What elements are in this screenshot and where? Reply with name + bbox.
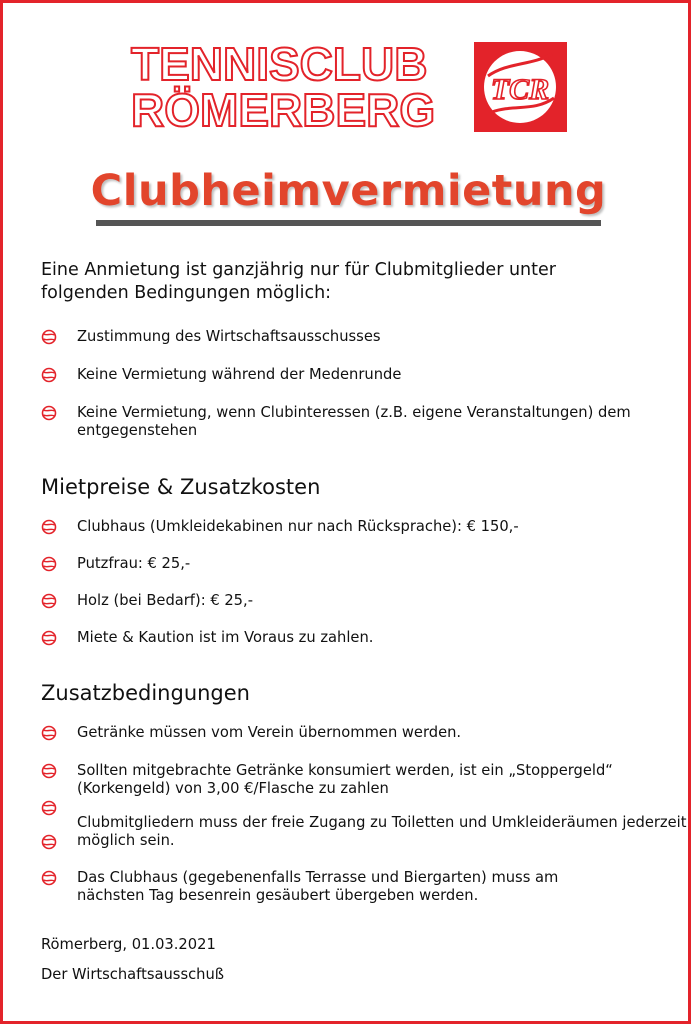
condition-text: Keine Vermietung während der Medenrunde: [77, 366, 402, 383]
signature: Der Wirtschaftsausschuß: [41, 966, 225, 983]
logo-letters: TCR: [490, 73, 550, 106]
club-name-line-2: RÖMERBERG: [131, 84, 436, 136]
tennis-ball-icon: [41, 870, 57, 886]
list-item: [41, 869, 597, 905]
club-logo-icon: [474, 42, 567, 132]
extra-condition-text: Das Clubhaus (gegebenenfalls Terrasse und Biergarten) muss am nächsten Tag besenrein gesäubert übergeben werden.: [77, 869, 559, 904]
club-header: [131, 38, 567, 136]
tennis-ball-icon: [41, 329, 57, 345]
intro-text: Eine Anmietung ist ganzjährig nur für Clubmitglieder unter folgenden Bedingungen möglich:: [41, 260, 556, 303]
prices-list: [41, 518, 681, 647]
list-item: [41, 404, 677, 440]
price-text: Holz (bei Bedarf): € 25,-: [77, 592, 253, 609]
title-divider: [96, 220, 601, 226]
extra-condition-subtext: (Korkengeld) von 3,00 €/Flasche zu zahlen: [77, 780, 389, 797]
condition-text: Keine Vermietung, wenn Clubinteressen (z.B. eigene Veranstaltungen) dem entgegenstehen: [77, 404, 631, 439]
list-item: [41, 328, 681, 346]
tennis-ball-icon: [41, 834, 57, 850]
price-text: Putzfrau: € 25,-: [77, 555, 191, 572]
list-item: [41, 518, 681, 536]
extra-conditions-list: [41, 724, 687, 905]
price-text: Miete & Kaution ist im Voraus zu zahlen.: [77, 629, 374, 646]
extra-condition-text: Sollten mitgebrachte Getränke konsumiert werden, ist ein „Stoppergeld“: [77, 762, 613, 779]
tennis-ball-icon: [41, 519, 57, 535]
extra-condition-text: Clubmitgliedern muss der freie Zugang zu Toiletten und Umkleideräumen jederzeit möglich sein.: [77, 814, 687, 849]
conditions-list: [41, 328, 681, 440]
place-date: Römerberg, 01.03.2021: [41, 936, 216, 953]
price-text: Clubhaus (Umkleidekabinen nur nach Rücksprache): € 150,-: [77, 518, 519, 535]
list-item: [41, 592, 681, 610]
tennis-ball-icon: [41, 725, 57, 741]
extra-heading: Zusatzbedingungen: [41, 681, 250, 705]
list-item: [41, 555, 681, 573]
list-item: [41, 724, 681, 742]
tennis-ball-icon: [41, 405, 57, 421]
list-item: [41, 629, 681, 647]
list-item: [41, 814, 691, 850]
club-name-line-1: TENNISCLUB: [131, 38, 428, 90]
list-item: [41, 366, 681, 384]
prices-heading: Mietpreise & Zusatzkosten: [41, 475, 321, 499]
extra-condition-text: Getränke müssen vom Verein übernommen werden.: [77, 724, 462, 741]
tennis-ball-icon: [41, 367, 57, 383]
page-title: Clubheimvermietung: [90, 166, 607, 216]
condition-text: Zustimmung des Wirtschaftsausschusses: [77, 328, 381, 345]
tennis-ball-icon: [41, 630, 57, 646]
list-item: [41, 762, 681, 798]
tennis-ball-icon: [41, 593, 57, 609]
tennis-ball-icon: [41, 763, 57, 779]
tennis-ball-icon: [41, 556, 57, 572]
club-name: [131, 38, 466, 136]
